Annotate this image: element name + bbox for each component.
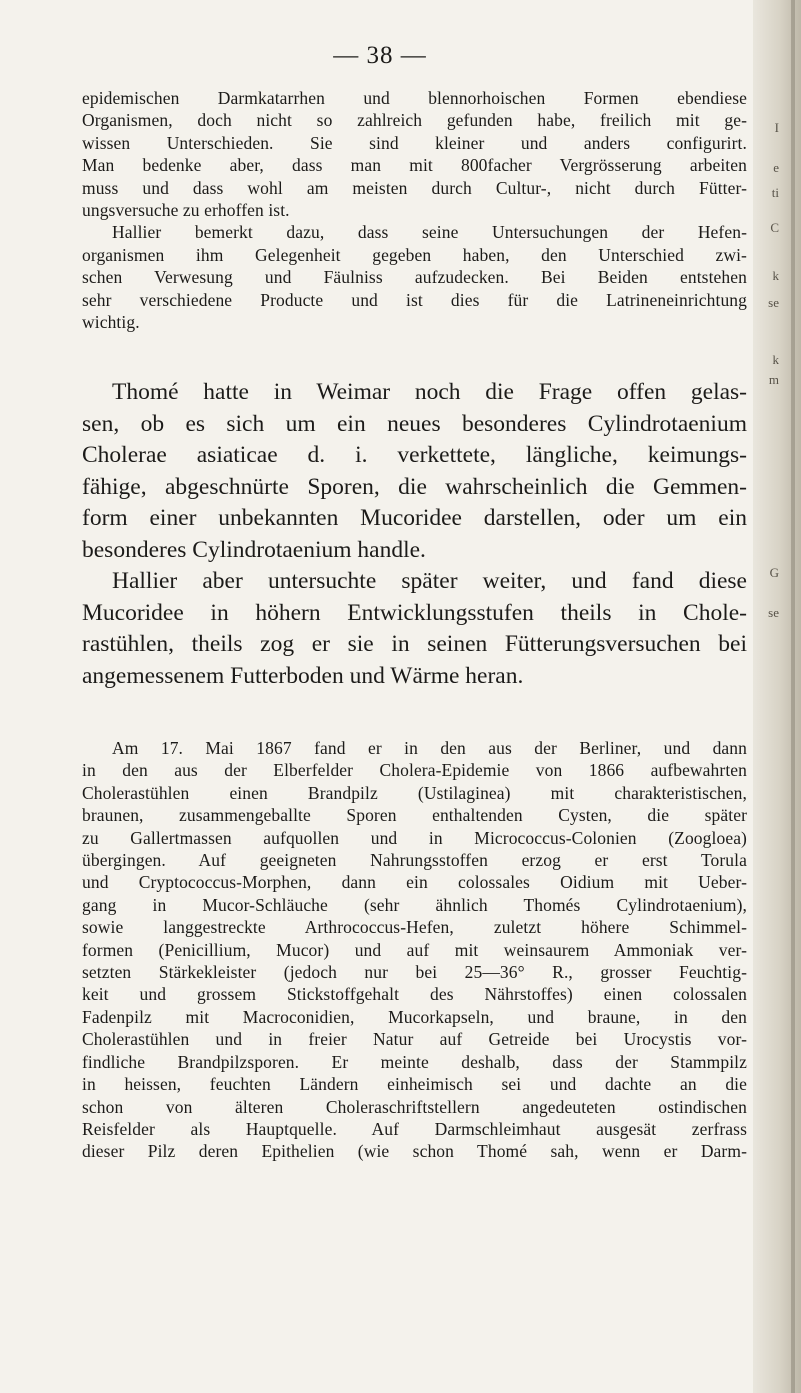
edge-fragment: e <box>773 160 779 175</box>
text-line: Hallier aber untersuchte später weiter, und fand diese <box>112 568 747 594</box>
text-line: sehr verschiedene Producte und ist dies für die Latrineneinrichtung <box>82 289 747 310</box>
text-line: Reisfelder als Hauptquelle. Auf Darmschleimhaut ausgesät zerfrass <box>82 1118 747 1139</box>
text-line: Thomé hatte in Weimar noch die Frage offen gelas- <box>112 379 747 405</box>
text-line: ungsversuche zu erhoffen ist. <box>82 200 290 221</box>
edge-fragment: m <box>768 372 779 387</box>
text-line: rastühlen, theils zog er sie in seinen Fütterungsversuchen bei <box>82 631 747 657</box>
text-line: form einer unbekannten Mucoridee darstellen, oder um ein <box>82 505 747 531</box>
text-line: Mucoridee in höhern Entwicklungsstufen theils in Chole- <box>82 599 747 626</box>
edge-fragment: se <box>768 605 779 620</box>
text-line: Cholerae asiaticae d. i. verkettete, längliche, keimungs- <box>82 442 747 468</box>
text-line: wichtig. <box>82 312 140 333</box>
text-line: angemessenem Futterboden und Wärme heran. <box>82 662 524 689</box>
text-line: gang in Mucor-Schläuche (sehr ähnlich Thomés Cylindrotaenium), <box>82 894 747 915</box>
page-number: — 38 — <box>333 42 427 69</box>
text-line: Am 17. Mai 1867 fand er in den aus der Berliner, und dann <box>112 738 747 758</box>
edge-fragment: G <box>769 565 779 580</box>
edge-fragment: k <box>772 352 779 367</box>
text-line: wissen Unterschieden. Sie sind kleiner und anders configurirt. <box>82 132 747 153</box>
text-line: besonderes Cylindrotaenium handle. <box>82 536 426 563</box>
paragraph-block-small-2 <box>82 737 747 1163</box>
text-line: und Cryptococcus-Morphen, dann ein colossales Oidium mit Ueber- <box>82 872 747 893</box>
text-line: braunen, zusammengeballte Sporen enthaltenden Cysten, die später <box>82 805 747 826</box>
text-line: organismen ihm Gelegenheit gegeben haben, den Unterschied zwi- <box>82 244 747 265</box>
text-line: sowie langgestreckte Arthrococcus-Hefen, zuletzt höhere Schimmel- <box>82 917 747 938</box>
edge-fragment: I <box>774 120 779 135</box>
text-line: schen Verwesung und Fäulniss aufzudecken. Bei Beiden entstehen <box>82 267 747 288</box>
edge-fragment: se <box>768 295 779 310</box>
text-line: zu Gallertmassen aufquollen und in Micrococcus-Colonien (Zoogloea) <box>82 827 747 848</box>
text-line: übergingen. Auf geeigneten Nahrungsstoffen erzog er erst Torula <box>82 850 747 871</box>
edge-fragment: C <box>770 220 779 235</box>
text-line: Hallier bemerkt dazu, dass seine Untersuchungen der Hefen- <box>112 222 747 243</box>
text-line: findliche Brandpilzsporen. Er meinte deshalb, dass der Stammpilz <box>82 1051 747 1072</box>
text-line: dieser Pilz deren Epithelien (wie schon Thomé sah, wenn er Darm- <box>82 1141 747 1162</box>
text-line: epidemischen Darmkatarrhen und blennorhoischen Formen ebendiese <box>82 88 747 108</box>
text-line: Organismen, doch nicht so zahlreich gefunden habe, freilich mit ge- <box>82 110 747 131</box>
edge-fragment: ti <box>771 185 779 200</box>
text-line: in heissen, feuchten Ländern einheimisch sei und dachte an die <box>82 1074 747 1095</box>
text-line: keit und grossem Stickstoffgehalt des Nährstoffes) einen colossalen <box>82 984 747 1005</box>
text-line: setzten Stärkekleister (jedoch nur bei 25—36° R., grosser Feuchtig- <box>82 962 747 983</box>
text-line: formen (Penicillium, Mucor) und auf mit weinsaurem Ammoniak ver- <box>82 939 747 960</box>
text-line: Fadenpilz mit Macroconidien, Mucorkapseln, und braune, in den <box>82 1006 747 1027</box>
paragraph-block-small-1 <box>82 87 747 333</box>
text-line: muss und dass wohl am meisten durch Cultur-, nicht durch Fütter- <box>82 177 747 198</box>
text-line: in den aus der Elberfelder Cholera-Epidemie von 1866 aufbewahrten <box>82 760 747 781</box>
paragraph-block-large <box>82 377 747 692</box>
text-line: Man bedenke aber, dass man mit 800facher Vergrösserung arbeiten <box>82 155 747 176</box>
text-line: fähige, abgeschnürte Sporen, die wahrscheinlich die Gemmen- <box>82 473 747 500</box>
page-edge-shadow <box>791 0 795 1393</box>
text-line: sen, ob es sich um ein neues besonderes Cylindrotaenium <box>82 410 747 437</box>
text-line: Cholerastühlen und in freier Natur auf Getreide bei Urocystis vor- <box>82 1029 747 1050</box>
text-line: Cholerastühlen einen Brandpilz (Ustilaginea) mit charakteristischen, <box>82 782 747 803</box>
text-line: schon von älteren Choleraschriftstellern angedeuteten ostindischen <box>82 1096 747 1117</box>
edge-fragment: k <box>772 268 779 283</box>
